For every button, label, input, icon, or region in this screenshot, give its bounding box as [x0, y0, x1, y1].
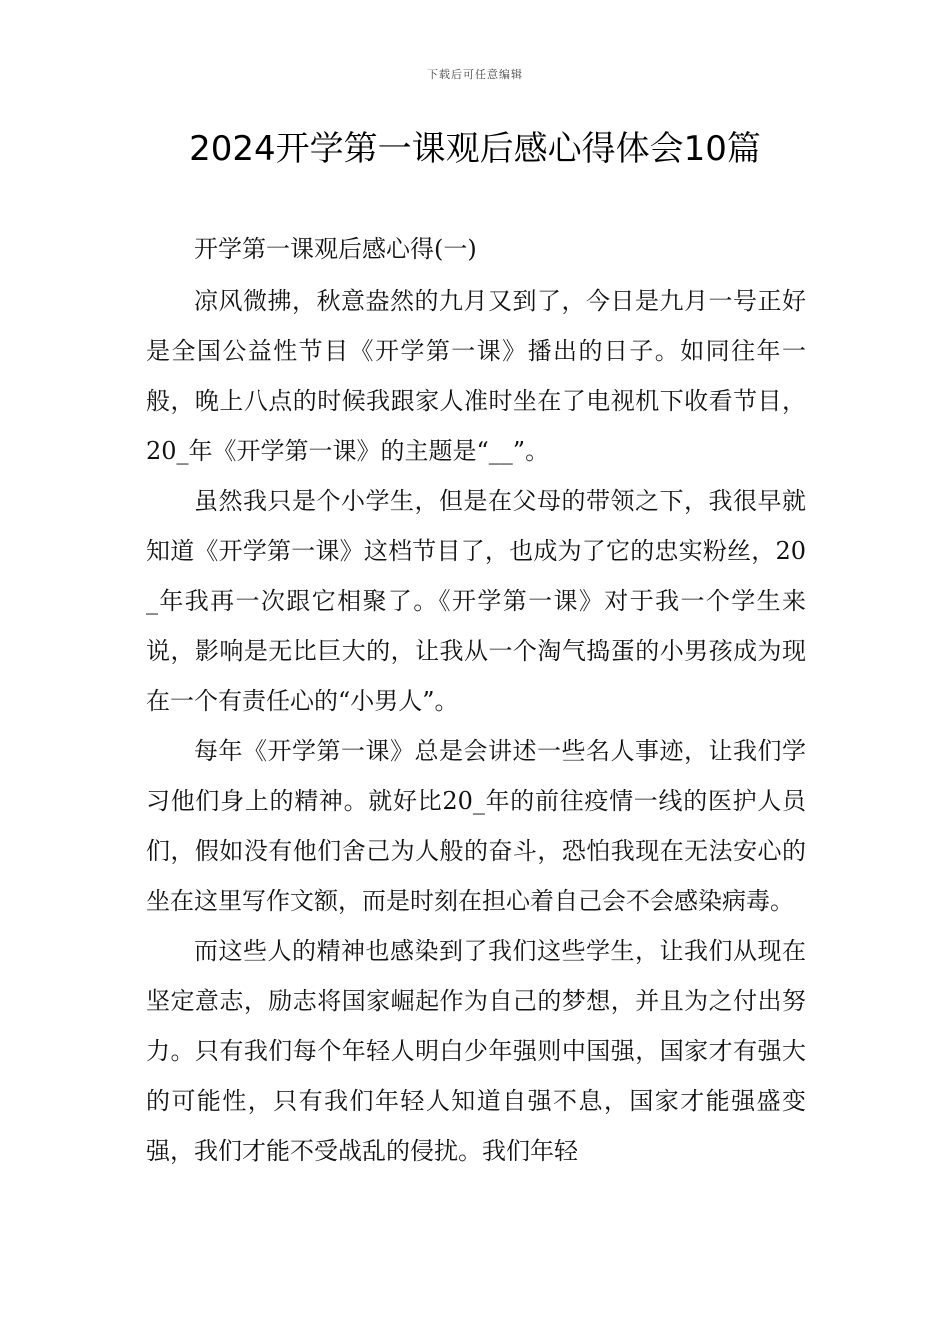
document-body — [146, 224, 806, 1176]
header-note: 下载后可任意编辑 — [427, 68, 523, 81]
paragraph: 而这些人的精神也感染到了我们这些学生，让我们从现在坚定意志，励志将国家崛起作为自己的梦想，并且为之付出努力。只有我们每个年轻人明白少年强则中国强，国家才有强大的可能性，只有我们年轻人知道自强不息，国家才能强盛变强，我们才能不受战乱的侵扰。我们年轻 — [146, 937, 806, 1165]
section-heading: 开学第一课观后感心得(一) — [194, 235, 477, 263]
paragraph: 虽然我只是个小学生，但是在父母的带领之下，我很早就知道《开学第一课》这档节目了，也成为了它的忠实粉丝，20_年我再一次跟它相聚了。《开学第一课》对于我一个学生来说，影响是无比巨大的，让我从一个淘气捣蛋的小男孩成为现在一个有责任心的“小男人”。 — [146, 487, 806, 715]
paragraph: 凉风微拂，秋意盎然的九月又到了，今日是九月一号正好是全国公益性节目《开学第一课》播出的日子。如同往年一般，晚上八点的时候我跟家人准时坐在了电视机下收看节目，20_年《开学第一课》的主题是“__”。 — [146, 287, 806, 465]
paragraph: 每年《开学第一课》总是会讲述一些名人事迹，让我们学习他们身上的精神。就好比20_年的前往疫情一线的医护人员们，假如没有他们舍己为人般的奋斗，恐怕我现在无法安心的坐在这里写作文额，而是时刻在担心着自己会不会感染病毒。 — [146, 737, 806, 915]
document-title: 2024开学第一课观后感心得体会10篇 — [189, 129, 761, 169]
